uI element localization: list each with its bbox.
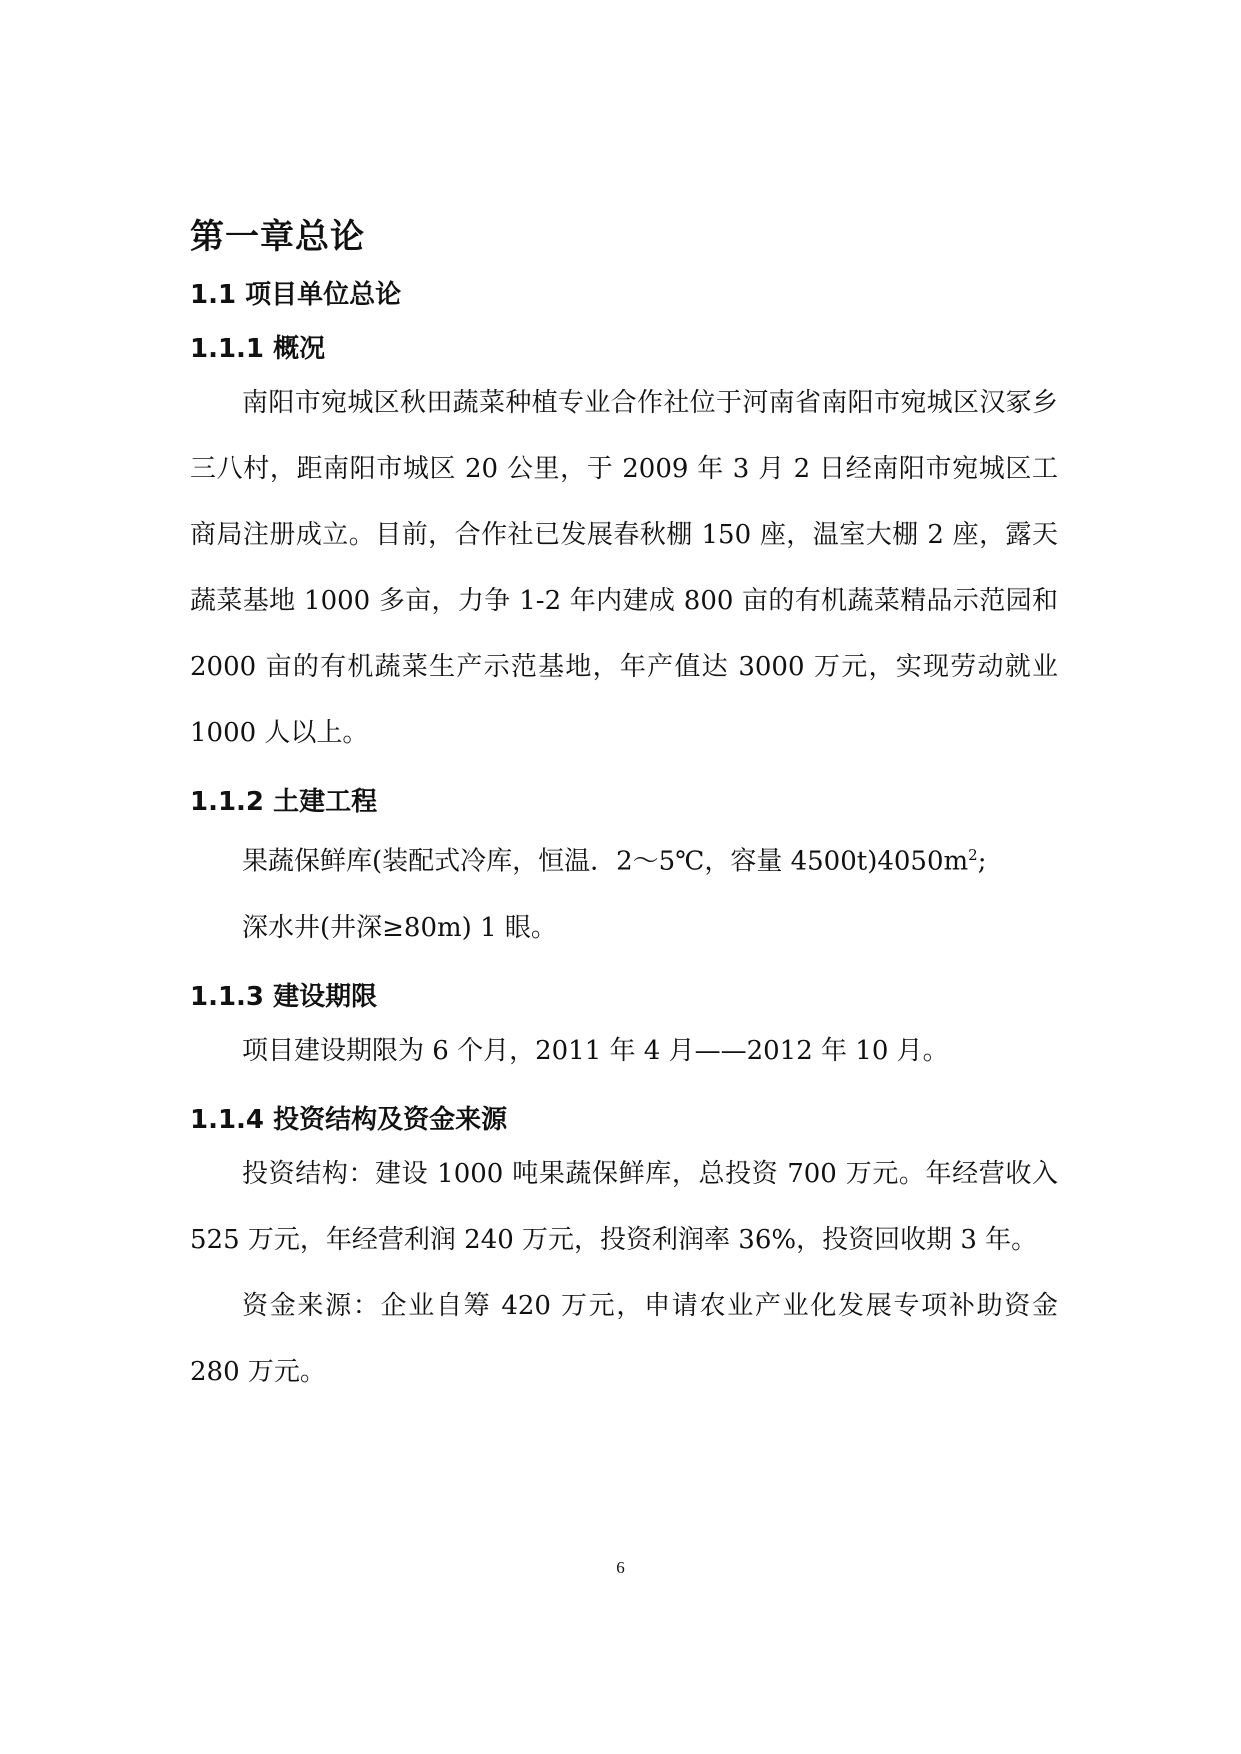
civil-works-line-storage — [190, 822, 1058, 895]
construction-period-paragraph: 项目建设期限为 6 个月，2011 年 4 月——2012 年 10 月。 — [242, 1035, 949, 1066]
civil-works-line-well: 深水井(井深≥80m) 1 眼。 — [242, 912, 557, 943]
area-superscript: 2 — [968, 846, 978, 864]
funding-source-paragraph: 资金来源：企业自筹 420 万元，申请农业产业化发展专项补助资金 280 万元。 — [190, 1290, 1058, 1387]
chapter-title: 第一章总论 — [190, 217, 365, 257]
subsection-heading-1-1-4: 1.1.4 投资结构及资金来源 — [190, 1104, 508, 1135]
page-content — [190, 217, 1058, 1405]
investment-structure-paragraph: 投资结构：建设 1000 吨果蔬保鲜库，总投资 700 万元。年经营收入 525 万元，年经营利润 240 万元，投资利润率 36%，投资回收期 3 年。 — [190, 1158, 1058, 1255]
subsection-heading-1-1-1: 1.1.1 概况 — [190, 334, 326, 364]
section-heading-1-1: 1.1 项目单位总论 — [190, 280, 402, 310]
subsection-heading-1-1-3: 1.1.3 建设期限 — [190, 981, 378, 1012]
storage-tail: ; — [977, 846, 987, 877]
subsection-heading-1-1-2: 1.1.2 土建工程 — [190, 787, 378, 817]
storage-text: 果蔬保鲜库(装配式冷库，恒温．2～5℃，容量 4500t)4050m — [242, 846, 969, 877]
page-number: 6 — [616, 1558, 625, 1577]
overview-paragraph: 南阳市宛城区秋田蔬菜种植专业合作社位于河南省南阳市宛城区汉冢乡三八村，距南阳市城区 20 公里，于 2009 年 3 月 2 日经南阳市宛城区工商局注册成立。目前，合作社已发展春秋棚 150 座，温室大棚 2 座，露天蔬菜基地 1000 多亩，力争 1-2 年内建成 800 亩的有机蔬菜精品示范园和 2000 亩的有机蔬菜生产示范基地，年产值达 3000 万元，实现劳动就业 1000 人以上。 — [190, 388, 1058, 748]
